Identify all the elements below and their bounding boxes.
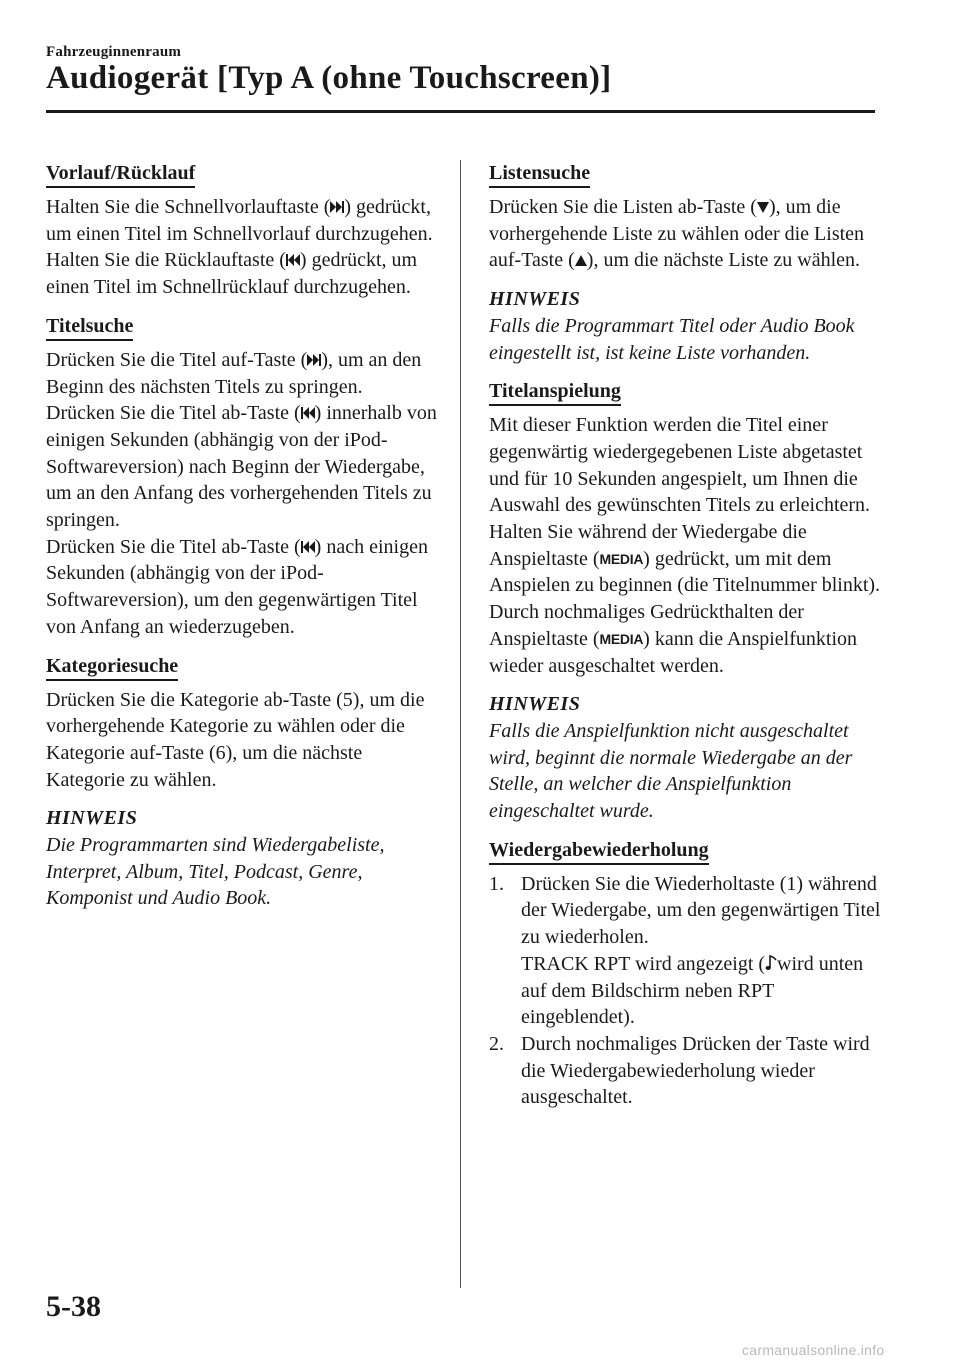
text: TRACK RPT wird angezeigt (: [521, 952, 766, 975]
text: ), um die vorhergehende Liste zu wählen oder die Listen auf-Taste (: [489, 196, 865, 272]
fast-forward-icon: [330, 200, 344, 214]
text: ) nach einigen Sekunden (abhängig von der iPod-Softwareversion), um den gegenwärtigen Titel von Anfang an wiederzugeben.: [46, 535, 428, 638]
text: wird unten auf dem Bildschirm neben RPT eingeblendet).: [521, 952, 864, 1029]
page-number: 5-38: [46, 1290, 101, 1323]
paragraph-titelsuche: [46, 347, 438, 641]
left-column: [46, 160, 438, 924]
paragraph-vorlauf: [46, 194, 438, 301]
rewind-icon: [286, 253, 300, 267]
paragraph-titelanspielung: [489, 412, 881, 679]
list-item: [489, 1031, 881, 1111]
triangle-down-icon: [757, 201, 769, 214]
page-title: Audiogerät [Typ A (ohne Touchscreen)]: [46, 60, 612, 96]
text: Drücken Sie die Listen ab-Taste (: [489, 196, 757, 218]
list-item: [489, 871, 881, 1031]
text: Drücken Sie die Titel ab-Taste (: [46, 535, 301, 558]
note-text: Die Programmarten sind Wiedergabeliste, Interpret, Album, Titel, Podcast, Genre, Komponist und Audio Book.: [46, 834, 385, 910]
header-rule: [46, 110, 875, 113]
track-down-icon: [301, 406, 315, 420]
heading-titelanspielung: Titelanspielung: [489, 379, 621, 406]
text: Drücken Sie die Titel auf-Taste (: [46, 348, 308, 371]
heading-titelsuche: Titelsuche: [46, 314, 133, 341]
list-number: 1.: [489, 872, 504, 895]
media-button-icon: MEDIA: [599, 630, 644, 647]
heading-vorlauf: Vorlauf/Rücklauf: [46, 161, 195, 188]
heading-kategoriesuche: Kategoriesuche: [46, 654, 178, 681]
text: ), um an den Beginn des nächsten Titels zu springen.: [46, 348, 422, 398]
column-divider: [460, 160, 461, 1288]
track-down-icon: [301, 540, 315, 554]
note-heading: HINWEIS: [46, 807, 138, 830]
text: Drücken Sie die Wiederholtaste (1) während der Wiedergabe, um den gegenwärtigen Titel zu wiederholen.: [521, 872, 881, 949]
list-number: 2.: [489, 1032, 504, 1055]
heading-listensuche: Listensuche: [489, 161, 590, 188]
note-text: Falls die Anspielfunktion nicht ausgeschaltet wird, beginnt die normale Wiedergabe an der Stelle, an welcher die Anspielfunktion eingeschaltet wurde.: [489, 719, 853, 823]
text: Halten Sie die Schnellvorlauftaste (: [46, 196, 331, 218]
music-note-icon: [765, 954, 777, 971]
text: ), um die nächste Liste zu wählen.: [586, 249, 861, 272]
media-button-icon: MEDIA: [599, 550, 644, 567]
text: Halten Sie die Rücklauftaste (: [46, 249, 286, 272]
watermark: carmanualsonline.info: [742, 1342, 885, 1358]
note-heading: HINWEIS: [489, 693, 581, 716]
text: Drücken Sie die Titel ab-Taste (: [46, 402, 301, 425]
text: ) kann die Anspielfunktion wieder ausgeschaltet werden.: [489, 627, 858, 677]
triangle-up-icon: [575, 254, 587, 267]
paragraph-kategoriesuche: Drücken Sie die Kategorie ab-Taste (5), um die vorhergehende Kategorie zu wählen oder die Kategorie auf-Taste (6), um die nächste Kategorie zu wählen.: [46, 688, 425, 791]
note-text: Falls die Programmart Titel oder Audio Book eingestellt ist, ist keine Liste vorhanden.: [489, 314, 855, 364]
track-up-icon: [307, 353, 321, 367]
text: Mit dieser Funktion werden die Titel einer gegenwärtig wiedergegebenen Liste abgetastet und für 10 Sekunden angespielt, um Ihnen die Auswahl des gewünschten Titels zu erleichtern.: [489, 414, 871, 517]
heading-wiedergabewiederholung: Wiedergabewiederholung: [489, 838, 709, 865]
paragraph-listensuche: [489, 194, 881, 274]
note-heading: HINWEIS: [489, 288, 581, 311]
text: Halten Sie während der Wiedergabe die Anspieltaste (: [489, 521, 807, 570]
text: ) gedrückt, um einen Titel im Schnellrücklauf durchzugehen.: [46, 249, 418, 299]
text: Durch nochmaliges Drücken der Taste wird die Wiedergabewiederholung wieder ausgeschaltet.: [521, 1032, 870, 1109]
text: ) gedrückt, um einen Titel im Schnellvorlauf durchzugehen.: [46, 196, 433, 245]
section-label: Fahrzeuginnenraum: [46, 44, 182, 60]
right-column: [489, 160, 881, 1111]
text: ) innerhalb von einigen Sekunden (abhängig von der iPod-Softwareversion) nach Beginn der Wiedergabe, um an den Anfang des vorhergehenden Titels zu springen.: [46, 402, 437, 532]
text: ) gedrückt, um mit dem Anspielen zu beginnen (die Titelnummer blinkt). Durch nochmaliges Gedrückthalten der Anspieltaste (: [489, 547, 881, 650]
